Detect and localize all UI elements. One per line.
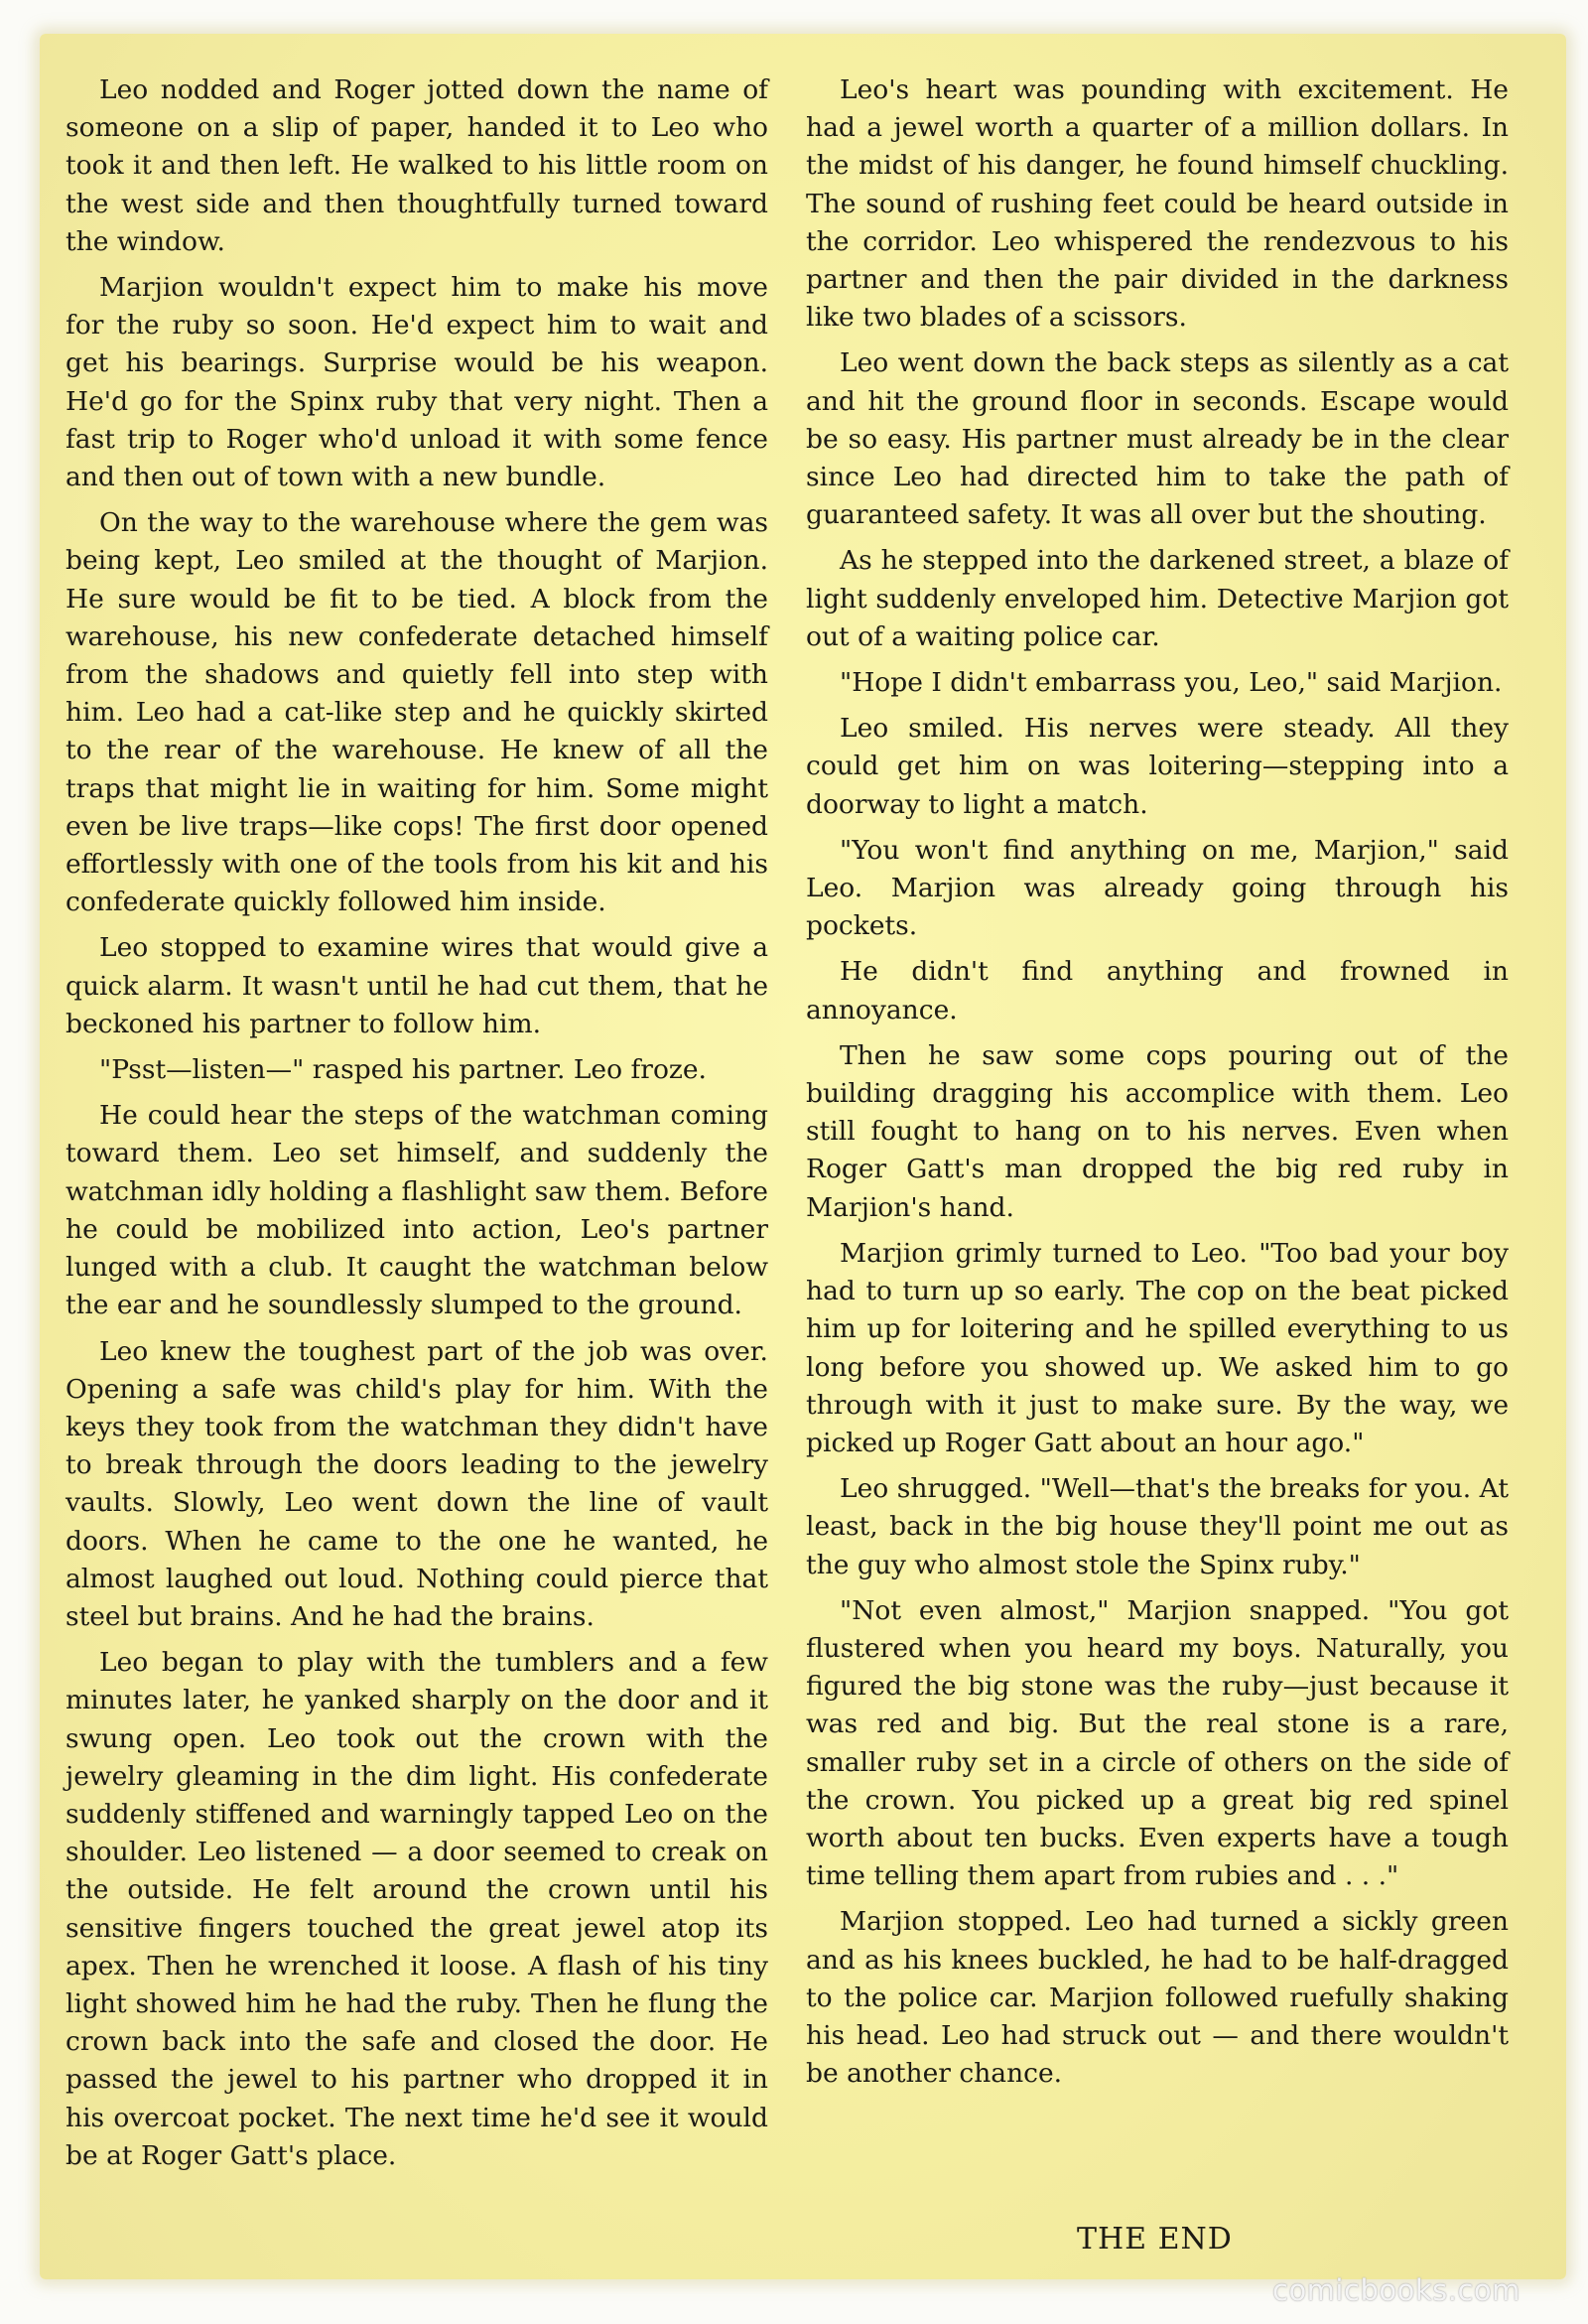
- watermark-text: comicbooks.com: [1272, 2273, 1521, 2307]
- paragraph: "You won't find anything on me, Marjion," said Leo. Marjion was already going through his pockets.: [806, 834, 1509, 942]
- the-end-label: THE END: [1077, 2222, 1233, 2256]
- paragraph: He didn't find anything and frowned in annoyance.: [806, 956, 1509, 1025]
- paragraph: "Hope I didn't embarrass you, Leo," said Marjion.: [840, 667, 1503, 699]
- paragraph: Leo nodded and Roger jotted down the name of someone on a slip of paper, handed it to Leo who took it and then left. He walked to his little room on the west side and then thoughtfully turned toward the window.: [66, 74, 768, 257]
- paragraph: Then he saw some cops pouring out of the building dragging his accomplice with them. Leo still fought to hang on to his nerves. Even when Roger Gatt's man dropped the big red ruby in Marjion's hand.: [806, 1039, 1509, 1223]
- paragraph: "Psst—listen—" rasped his partner. Leo froze.: [99, 1054, 707, 1086]
- paragraph: Leo knew the toughest part of the job was over. Opening a safe was child's play for him. With the keys they took from the watchman they didn't have to break through the doors leading to the jewelry vaults. Slowly, Leo went down the line of vault doors. When he came to the one he wanted, he almost laughed out loud. Nothing could pierce that steel but brains. And he had the brains.: [66, 1335, 768, 1632]
- paragraph: Marjion wouldn't expect him to make his move for the ruby so soon. He'd expect him to wait and get his bearings. Surprise would be his weapon. He'd go for the Spinx ruby that very night. Then a fast trip to Roger who'd unload it with some fence and then out of town with a new bundle.: [66, 272, 768, 493]
- paragraph: Leo stopped to examine wires that would give a quick alarm. It wasn't until he had cut them, that he beckoned his partner to follow him.: [66, 932, 768, 1039]
- left-column: [66, 71, 768, 2183]
- paragraph: Leo began to play with the tumblers and a few minutes later, he yanked sharply on the door and it swung open. Leo took out the crown with the jewelry gleaming in the dim light. His confederate suddenly stiffened and warningly tapped Leo on the shoulder. Leo listened — a door seemed to creak on the outside. He felt around the crown until his sensitive fingers touched the great jewel atop its apex. Then he wrenched it loose. A flash of his tiny light showed him he had the ruby. Then he flung the crown back into the safe and closed the door. He passed the jewel to his partner who dropped it in his overcoat pocket. The next time he'd see it would be at Roger Gatt's place.: [66, 1647, 768, 2171]
- paragraph: "Not even almost," Marjion snapped. "You got flustered when you heard my boys. Naturally, you figured the big stone was the ruby—just because it was red and big. But the real stone is a rare, smaller ruby set in a circle of others on the side of the crown. You picked up a great big red spinel worth about ten bucks. Even experts have a tough time telling them apart from rubies and . . .": [806, 1594, 1509, 1892]
- paragraph: Marjion grimly turned to Leo. "Too bad your boy had to turn up so early. The cop on the beat picked him up for loitering and he spilled everything to us long before you showed up. We asked him to go through with it just to make sure. By the way, we picked up Roger Gatt about an hour ago.": [806, 1237, 1509, 1458]
- right-column: [806, 71, 1509, 2101]
- paragraph: On the way to the warehouse where the gem was being kept, Leo smiled at the thought of Marjion. He sure would be fit to be tied. A block from the warehouse, his new confederate detached himself from the shadows and quietly fell into step with him. Leo had a cat-like step and he quickly skirted to the rear of the warehouse. He knew of all the traps that might lie in waiting for him. Some might even be live traps—like cops! The first door opened effortlessly with one of the tools from his kit and his confederate quickly followed him inside.: [66, 507, 768, 918]
- paragraph: Marjion stopped. Leo had turned a sickly green and as his knees buckled, he had to be half-dragged to the police car. Marjion followed ruefully shaking his head. Leo had struck out — and there wouldn't be another chance.: [806, 1906, 1509, 2090]
- paragraph: As he stepped into the darkened street, a blaze of light suddenly enveloped him. Detective Marjion got out of a waiting police car.: [806, 545, 1509, 652]
- paragraph: Leo smiled. His nerves were steady. All they could get him on was loitering—stepping into a doorway to light a match.: [806, 713, 1509, 820]
- paragraph: Leo shrugged. "Well—that's the breaks for you. At least, back in the big house they'll point me out as the guy who almost stole the Spinx ruby.": [806, 1473, 1509, 1580]
- paragraph: Leo's heart was pounding with excitement. He had a jewel worth a quarter of a million dollars. In the midst of his danger, he found himself chuckling. The sound of rushing feet could be heard outside in the corridor. Leo whispered the rendezvous to his partner and then the pair divided in the darkness like two blades of a scissors.: [806, 74, 1509, 334]
- paragraph: Leo went down the back steps as silently as a cat and hit the ground floor in seconds. Escape would be so easy. His partner must already be in the clear since Leo had directed him to take the path of guaranteed safety. It was all over but the shouting.: [806, 347, 1509, 531]
- paragraph: He could hear the steps of the watchman coming toward them. Leo set himself, and suddenly the watchman idly holding a flashlight saw them. Before he could be mobilized into action, Leo's partner lunged with a club. It caught the watchman below the ear and he soundlessly slumped to the ground.: [66, 1100, 768, 1321]
